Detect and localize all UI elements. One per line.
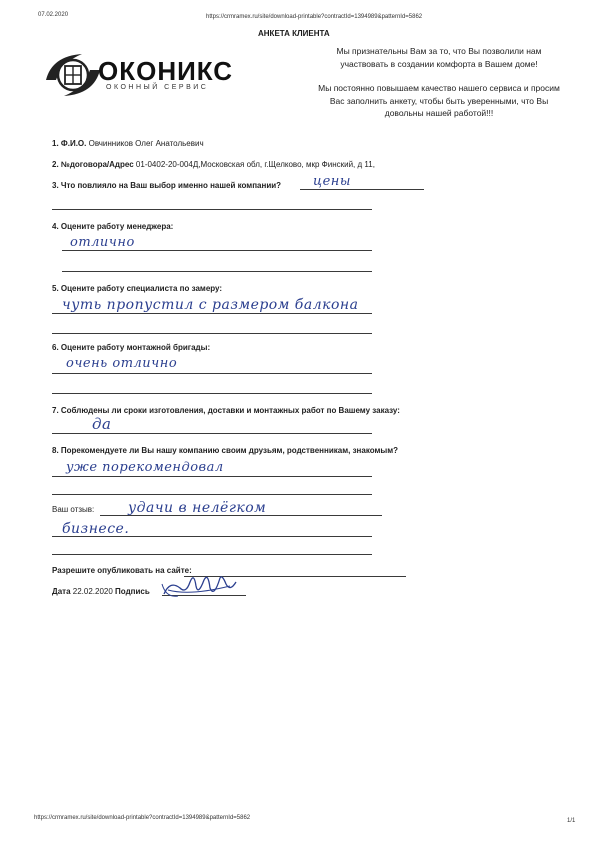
question-4-label: 4. Оцените работу менеджера: <box>52 222 174 231</box>
handwritten-answer-4: отлично <box>70 235 135 250</box>
answer-line <box>52 313 372 314</box>
answer-line <box>52 554 372 555</box>
handwritten-answer-7: да <box>92 415 112 433</box>
answer-line <box>52 536 372 537</box>
review-label: Ваш отзыв: <box>52 505 95 514</box>
question-2: 2. №договора/Адрес 01-0402-20-004Д,Московская обл, г.Щелково, мкр Финский, д 11, <box>52 160 375 169</box>
question-6-label: 6. Оцените работу монтажной бригады: <box>52 343 211 352</box>
answer-line <box>300 189 424 190</box>
intro-request: Мы постоянно повышаем качество нашего сервиса и просим Вас заполнить анкету, чтобы быть уверенными, что Вы довольны нашей работой!!! <box>318 83 560 118</box>
question-3-label: 3. Что повлияло на Ваш выбор именно нашей компании? <box>52 181 282 190</box>
handwritten-answer-6: очень отлично <box>66 356 178 371</box>
answer-line <box>100 515 382 516</box>
page-number: 1/1 <box>567 818 576 824</box>
answer-line <box>62 271 372 272</box>
question-7-label: 7. Соблюдены ли сроки изготовления, доставки и монтажных работ по Вашему заказу: <box>52 406 400 415</box>
handwritten-answer-5: чуть пропустил с размером балкона <box>62 297 359 313</box>
question-5-label: 5. Оцените работу специалиста по замеру: <box>52 284 223 293</box>
footer-url: https://crmramex.ru/site/download-printable?contractId=1394989&patternId=5862 <box>34 815 251 821</box>
date-sign-row: Дата 22.02.2020 Подпись <box>52 587 150 596</box>
company-logo <box>42 50 282 105</box>
answer-line <box>52 393 372 394</box>
publish-label: Разрешите опубликовать на сайте: <box>52 566 192 575</box>
print-url: https://crmramex.ru/site/download-printable?contractId=1394989&patternId=5862 <box>206 14 423 20</box>
answer-line <box>52 209 372 210</box>
signature-image <box>160 570 240 602</box>
handwritten-review-line-1: удачи в нелёгком <box>128 500 267 516</box>
question-8-label: 8. Порекомендуете ли Вы нашу компанию своим друзьям, родственникам, знакомым? <box>52 446 399 455</box>
logo-name: ОКОНИКС <box>98 56 234 86</box>
intro-thanks: Мы признательны Вам за то, что Вы позволили нам участвовать в создании комфорта в Вашем доме! <box>336 46 542 69</box>
answer-line <box>62 250 372 251</box>
answer-line <box>52 494 372 495</box>
form-title: АНКЕТА КЛИЕНТА <box>258 29 330 38</box>
handwritten-answer-3: цены <box>313 174 351 189</box>
handwritten-answer-8: уже порекомендовал <box>66 460 224 475</box>
answer-line <box>52 373 372 374</box>
answer-line <box>52 433 372 434</box>
window-swirl-icon <box>42 50 104 100</box>
logo-subtitle: ОКОННЫЙ СЕРВИС <box>106 84 209 91</box>
question-1: 1. Ф.И.О. Овчинников Олег Анатольевич <box>52 139 204 148</box>
handwritten-review-line-2: бизнесе. <box>62 521 130 537</box>
answer-line <box>52 333 372 334</box>
print-date: 07.02.2020 <box>38 12 69 18</box>
answer-line <box>52 476 372 477</box>
